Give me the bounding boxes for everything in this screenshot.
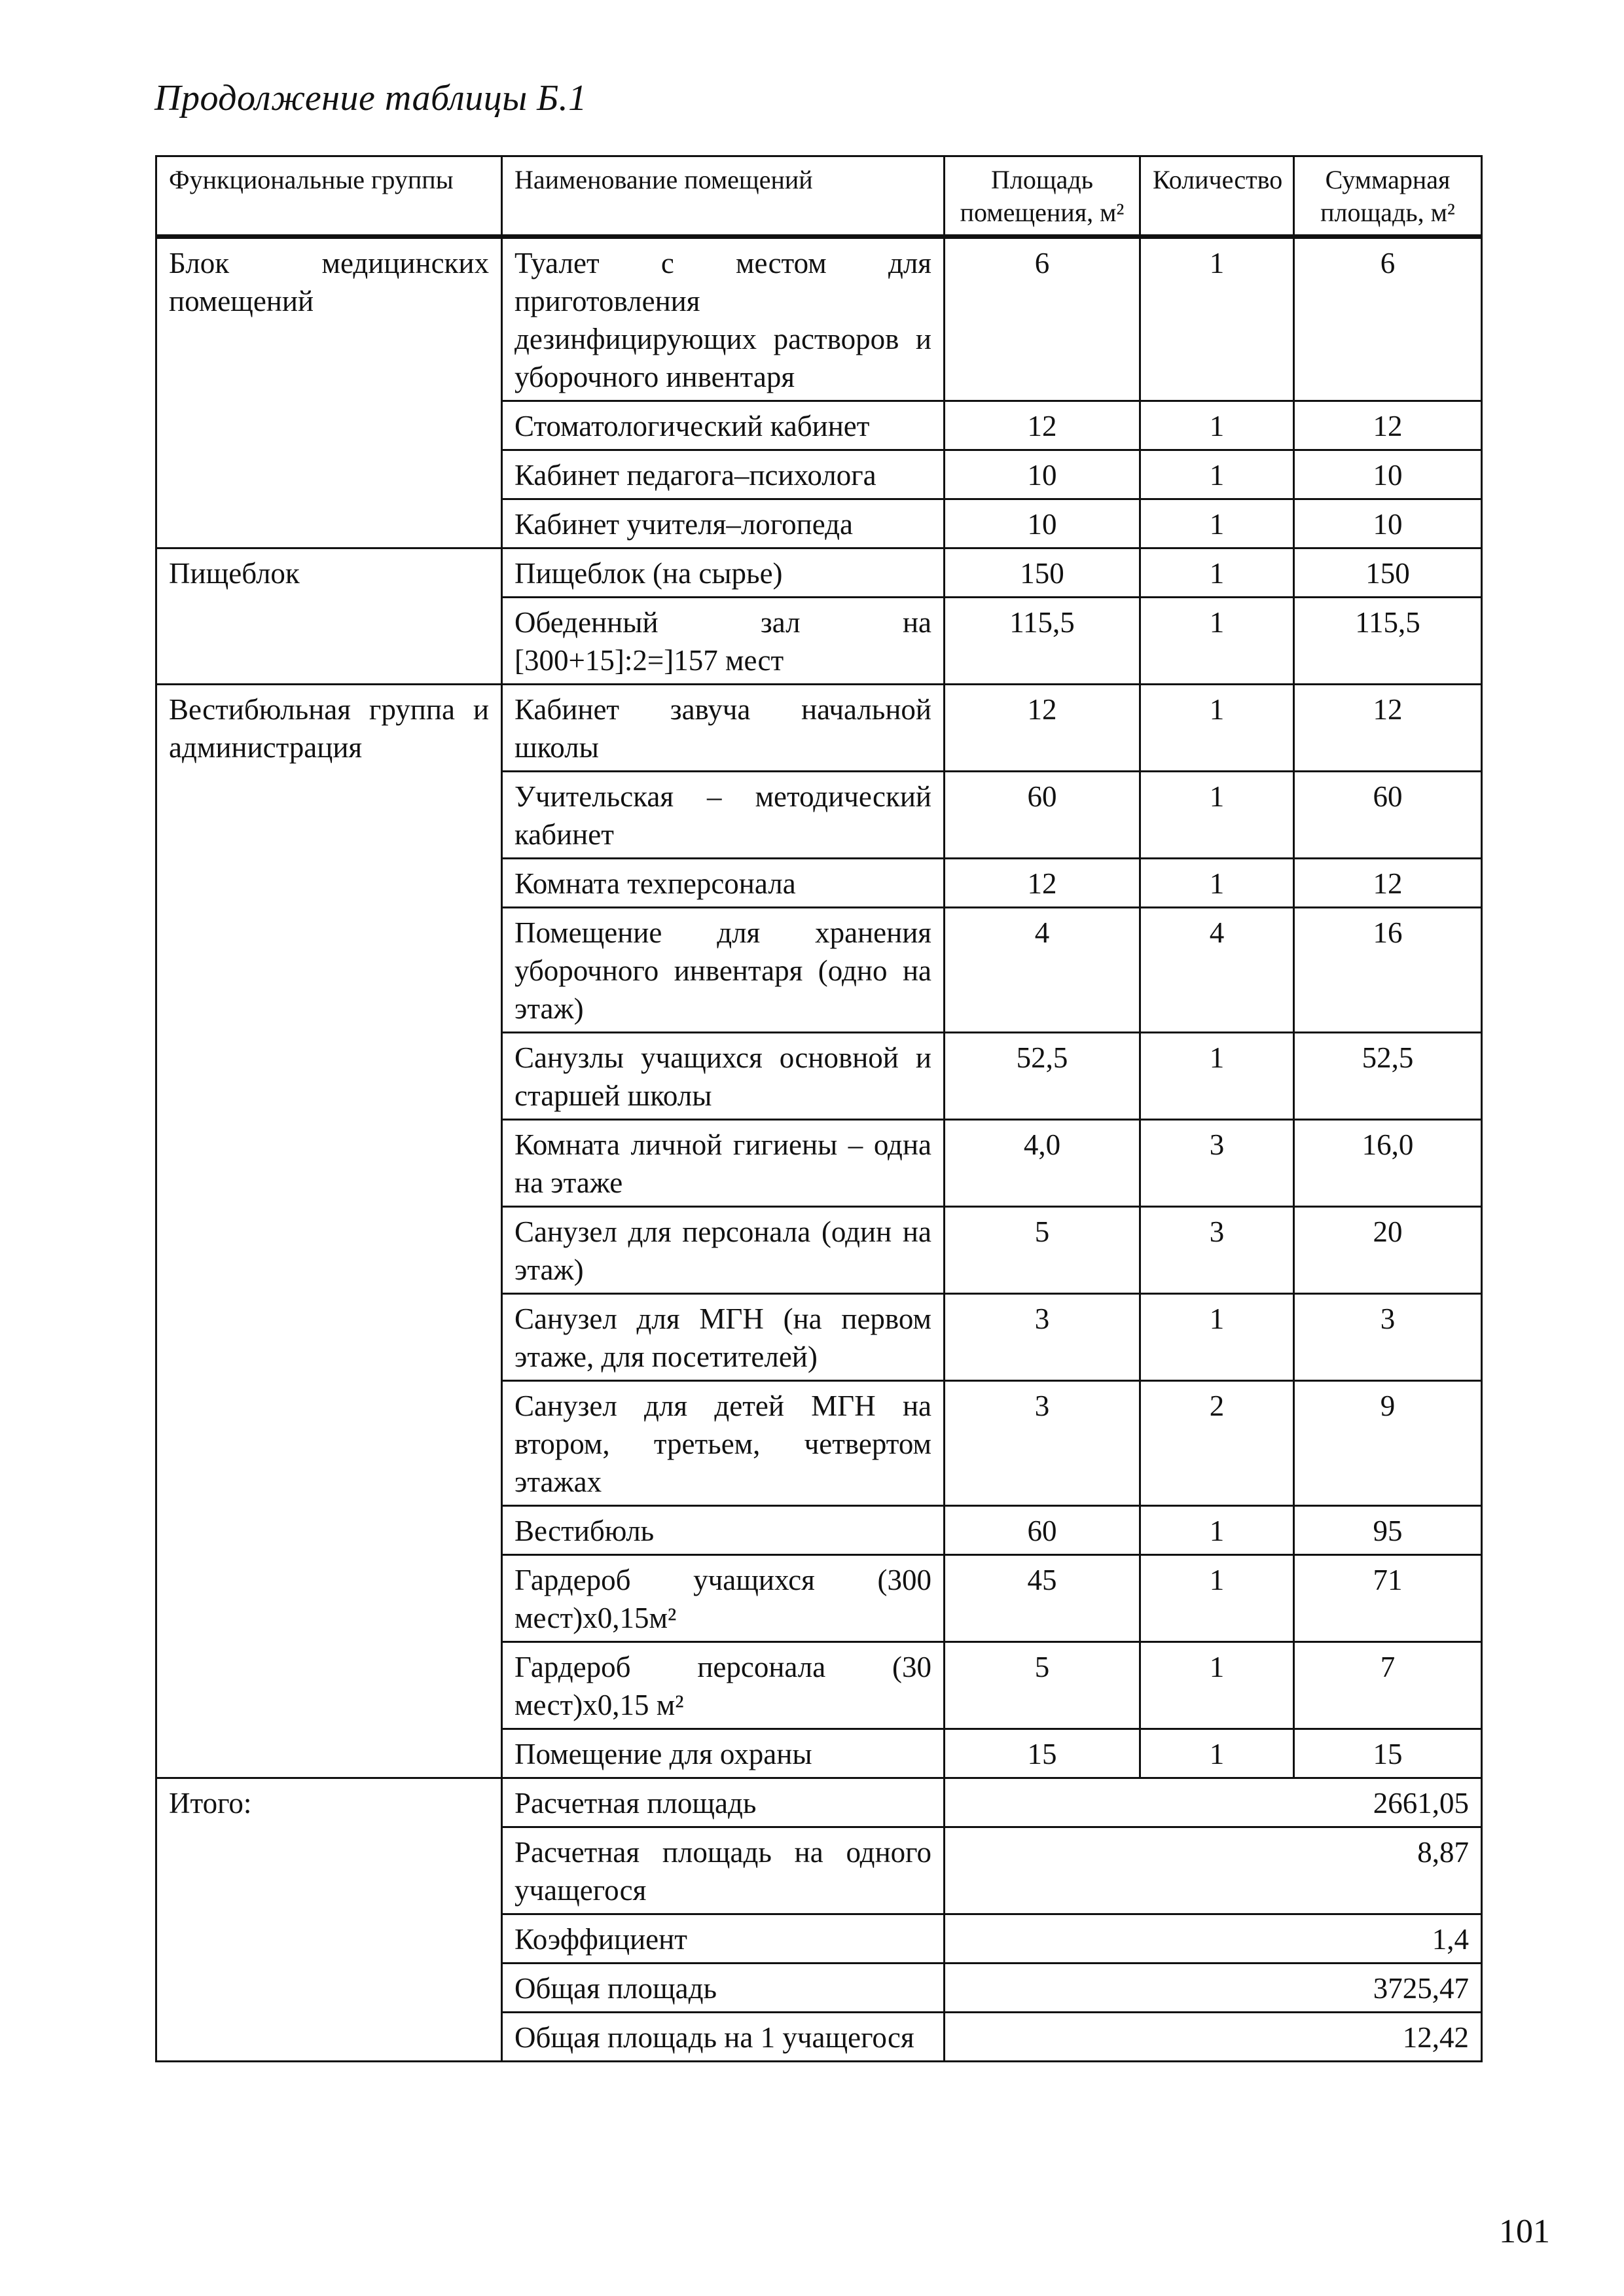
room-count: 3 [1140, 1207, 1294, 1294]
summary-value: 2661,05 [945, 1778, 1482, 1827]
room-total: 16,0 [1294, 1120, 1482, 1207]
table-header-row [156, 156, 1482, 237]
room-name: Комната техперсонала [502, 859, 945, 908]
header-room-area: Площадь помещения, м² [945, 156, 1140, 237]
room-name: Помещение для охраны [502, 1729, 945, 1778]
header-count: Количество [1140, 156, 1294, 237]
page-number: 101 [1499, 2213, 1550, 2250]
room-total: 12 [1294, 401, 1482, 450]
summary-value: 8,87 [945, 1827, 1482, 1914]
room-count: 1 [1140, 548, 1294, 598]
room-name: Обеденный зал на [300+15]:2=]157 мест [502, 598, 945, 685]
room-name: Кабинет учителя–логопеда [502, 499, 945, 548]
summary-value: 3725,47 [945, 1964, 1482, 2013]
room-total: 95 [1294, 1506, 1482, 1555]
room-count: 1 [1140, 1729, 1294, 1778]
table-caption: Продолжение таблицы Б.1 [154, 78, 587, 118]
summary-value: 12,42 [945, 2013, 1482, 2062]
room-name: Гардероб персонала (30 мест)х0,15 м² [502, 1642, 945, 1729]
room-area: 5 [945, 1642, 1140, 1729]
room-count: 3 [1140, 1120, 1294, 1207]
room-area: 12 [945, 859, 1140, 908]
room-area: 52,5 [945, 1033, 1140, 1120]
rooms-table [155, 155, 1483, 2062]
room-name: Санузлы учащихся основной и старшей школы [502, 1033, 945, 1120]
summary-value: 1,4 [945, 1914, 1482, 1964]
room-area: 115,5 [945, 598, 1140, 685]
room-count: 1 [1140, 1506, 1294, 1555]
room-area: 4,0 [945, 1120, 1140, 1207]
room-area: 12 [945, 401, 1140, 450]
header-functional-groups: Функциональные группы [156, 156, 502, 237]
summary-name: Расчетная площадь на одного учащегося [502, 1827, 945, 1914]
room-count: 1 [1140, 1033, 1294, 1120]
room-area: 6 [945, 237, 1140, 401]
room-count: 1 [1140, 598, 1294, 685]
room-total: 9 [1294, 1381, 1482, 1506]
room-area: 3 [945, 1381, 1140, 1506]
room-total: 6 [1294, 237, 1482, 401]
summary-name: Общая площадь на 1 учащегося [502, 2013, 945, 2062]
summary-name: Общая площадь [502, 1964, 945, 2013]
room-name: Комната личной гигиены – одна на этаже [502, 1120, 945, 1207]
summary-name: Расчетная площадь [502, 1778, 945, 1827]
room-count: 1 [1140, 499, 1294, 548]
room-count: 1 [1140, 237, 1294, 401]
summary-name: Коэффициент [502, 1914, 945, 1964]
room-name: Вестибюль [502, 1506, 945, 1555]
room-area: 150 [945, 548, 1140, 598]
room-name: Санузел для детей МГН на втором, третьем, четвертом этажах [502, 1381, 945, 1506]
room-total: 15 [1294, 1729, 1482, 1778]
room-total: 3 [1294, 1294, 1482, 1381]
room-total: 150 [1294, 548, 1482, 598]
room-total: 52,5 [1294, 1033, 1482, 1120]
room-count: 1 [1140, 1555, 1294, 1642]
room-count: 1 [1140, 401, 1294, 450]
room-total: 12 [1294, 685, 1482, 772]
room-area: 60 [945, 1506, 1140, 1555]
header-room-name: Наименование помещений [502, 156, 945, 237]
room-area: 45 [945, 1555, 1140, 1642]
room-name: Санузел для персонала (один на этаж) [502, 1207, 945, 1294]
room-total: 20 [1294, 1207, 1482, 1294]
room-area: 4 [945, 908, 1140, 1033]
room-total: 10 [1294, 499, 1482, 548]
table-row [156, 685, 1482, 772]
room-name: Стоматологический кабинет [502, 401, 945, 450]
room-count: 1 [1140, 772, 1294, 859]
room-area: 10 [945, 499, 1140, 548]
room-count: 1 [1140, 1642, 1294, 1729]
room-total: 115,5 [1294, 598, 1482, 685]
room-count: 1 [1140, 1294, 1294, 1381]
room-name: Помещение для хранения уборочного инвентаря (одно на этаж) [502, 908, 945, 1033]
room-name: Учительская – методический кабинет [502, 772, 945, 859]
room-count: 2 [1140, 1381, 1294, 1506]
room-area: 12 [945, 685, 1140, 772]
header-total-area: Суммарная площадь, м² [1294, 156, 1482, 237]
room-name: Туалет с местом для приготовления дезинфицирующих растворов и уборочного инвентаря [502, 237, 945, 401]
table-row [156, 548, 1482, 598]
room-count: 1 [1140, 859, 1294, 908]
room-area: 3 [945, 1294, 1140, 1381]
room-total: 60 [1294, 772, 1482, 859]
room-name: Кабинет педагога–психолога [502, 450, 945, 499]
group-total: Итого: [156, 1778, 502, 2062]
room-count: 4 [1140, 908, 1294, 1033]
room-total: 10 [1294, 450, 1482, 499]
room-total: 16 [1294, 908, 1482, 1033]
room-total: 71 [1294, 1555, 1482, 1642]
group-medical: Блок медицинских помещений [156, 237, 502, 548]
summary-row [156, 1778, 1482, 1827]
room-area: 60 [945, 772, 1140, 859]
room-total: 12 [1294, 859, 1482, 908]
group-vestibule: Вестибюльная группа и администрация [156, 685, 502, 1778]
room-name: Гардероб учащихся (300 мест)х0,15м² [502, 1555, 945, 1642]
room-name: Санузел для МГН (на первом этаже, для посетителей) [502, 1294, 945, 1381]
room-name: Кабинет завуча начальной школы [502, 685, 945, 772]
group-food: Пищеблок [156, 548, 502, 685]
room-name: Пищеблок (на сырье) [502, 548, 945, 598]
room-area: 10 [945, 450, 1140, 499]
room-count: 1 [1140, 450, 1294, 499]
room-area: 15 [945, 1729, 1140, 1778]
room-total: 7 [1294, 1642, 1482, 1729]
table-row [156, 237, 1482, 401]
room-area: 5 [945, 1207, 1140, 1294]
room-count: 1 [1140, 685, 1294, 772]
